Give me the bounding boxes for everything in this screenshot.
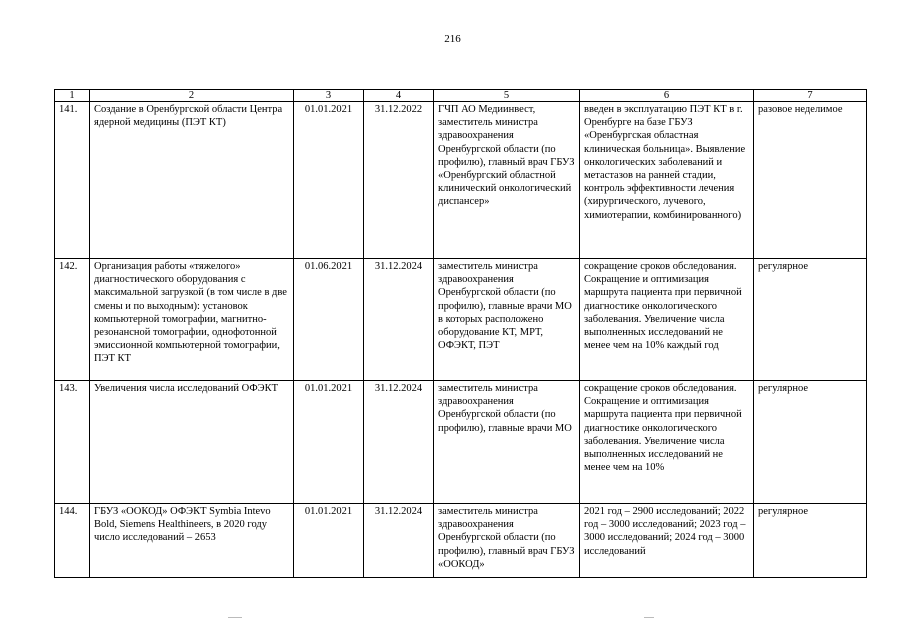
table-row <box>55 504 867 578</box>
row-number: 141. <box>55 102 90 259</box>
page-number: 216 <box>444 33 461 45</box>
row-number: 143. <box>55 381 90 504</box>
header-row <box>55 90 867 102</box>
row-number: 142. <box>55 259 90 381</box>
result: введен в эксплуатацию ПЭТ КТ в г. Оренбурге на базе ГБУЗ «Оренбургская областная клиническая больница». Выявление онкологических заболеваний и метастазов на ранней стадии, контроль эффективности лечения (хирургического, лучевого, химиотерапии, комбинированного) <box>580 102 754 259</box>
result: 2021 год – 2900 исследований; 2022 год – 3000 исследований; 2023 год – 3000 исследований; 2024 год – 3000 исследований <box>580 504 754 578</box>
measure-type: регулярное <box>754 381 867 504</box>
responsible: заместитель министра здравоохранения Оренбургской области (по профилю), главные врачи МО <box>434 381 580 504</box>
end-date: 31.12.2024 <box>364 504 434 578</box>
measure-type: разовое неделимое <box>754 102 867 259</box>
start-date: 01.01.2021 <box>294 381 364 504</box>
start-date: 01.06.2021 <box>294 259 364 381</box>
end-date: 31.12.2022 <box>364 102 434 259</box>
measures-table <box>54 89 867 578</box>
scan-artifact <box>644 617 654 618</box>
header-cell: 5 <box>434 90 580 102</box>
header-cell: 6 <box>580 90 754 102</box>
end-date: 31.12.2024 <box>364 259 434 381</box>
table-row <box>55 259 867 381</box>
table-row <box>55 102 867 259</box>
measure-name: ГБУЗ «ООКОД» ОФЭКТ Symbia Intevo Bold, Siemens Healthineers, в 2020 году число исследований – 2653 <box>90 504 294 578</box>
measure-name: Организация работы «тяжелого» диагностического оборудования с максимальной загрузкой (в том числе в две смены и по выходным): установок компьютерной томографии, магнитно-резонансной томографии, однофотонной эмиссионной компьютерной томографии, ПЭТ КТ <box>90 259 294 381</box>
start-date: 01.01.2021 <box>294 504 364 578</box>
result: сокращение сроков обследования. Сокращение и оптимизация маршрута пациента при первичной диагностике онкологического заболевания. Увеличение числа выполненных исследований не менее чем на 10% <box>580 381 754 504</box>
end-date: 31.12.2024 <box>364 381 434 504</box>
measure-name: Увеличения числа исследований ОФЭКТ <box>90 381 294 504</box>
result: сокращение сроков обследования. Сокращение и оптимизация маршрута пациента при первичной диагностике онкологического заболевания. Увеличение числа выполненных исследований не менее чем на 10% каждый год <box>580 259 754 381</box>
responsible: заместитель министра здравоохранения Оренбургской области (по профилю), главный врач ГБУЗ «ООКОД» <box>434 504 580 578</box>
measure-type: регулярное <box>754 259 867 381</box>
responsible: ГЧП АО Медиинвест, заместитель министра здравоохранения Оренбургской области (по профилю), главный врач ГБУЗ «Оренбургский областной клинический онкологический диспансер» <box>434 102 580 259</box>
header-cell: 1 <box>55 90 90 102</box>
start-date: 01.01.2021 <box>294 102 364 259</box>
table-row <box>55 381 867 504</box>
row-number: 144. <box>55 504 90 578</box>
measure-name: Создание в Оренбургской области Центра ядерной медицины (ПЭТ КТ) <box>90 102 294 259</box>
responsible: заместитель министра здравоохранения Оренбургской области (по профилю), главные врачи МО в которых расположено оборудование КТ, МРТ, ОФЭКТ, ПЭТ <box>434 259 580 381</box>
scan-artifact <box>228 617 242 618</box>
header-cell: 7 <box>754 90 867 102</box>
header-cell: 2 <box>90 90 294 102</box>
header-cell: 3 <box>294 90 364 102</box>
measure-type: регулярное <box>754 504 867 578</box>
header-cell: 4 <box>364 90 434 102</box>
